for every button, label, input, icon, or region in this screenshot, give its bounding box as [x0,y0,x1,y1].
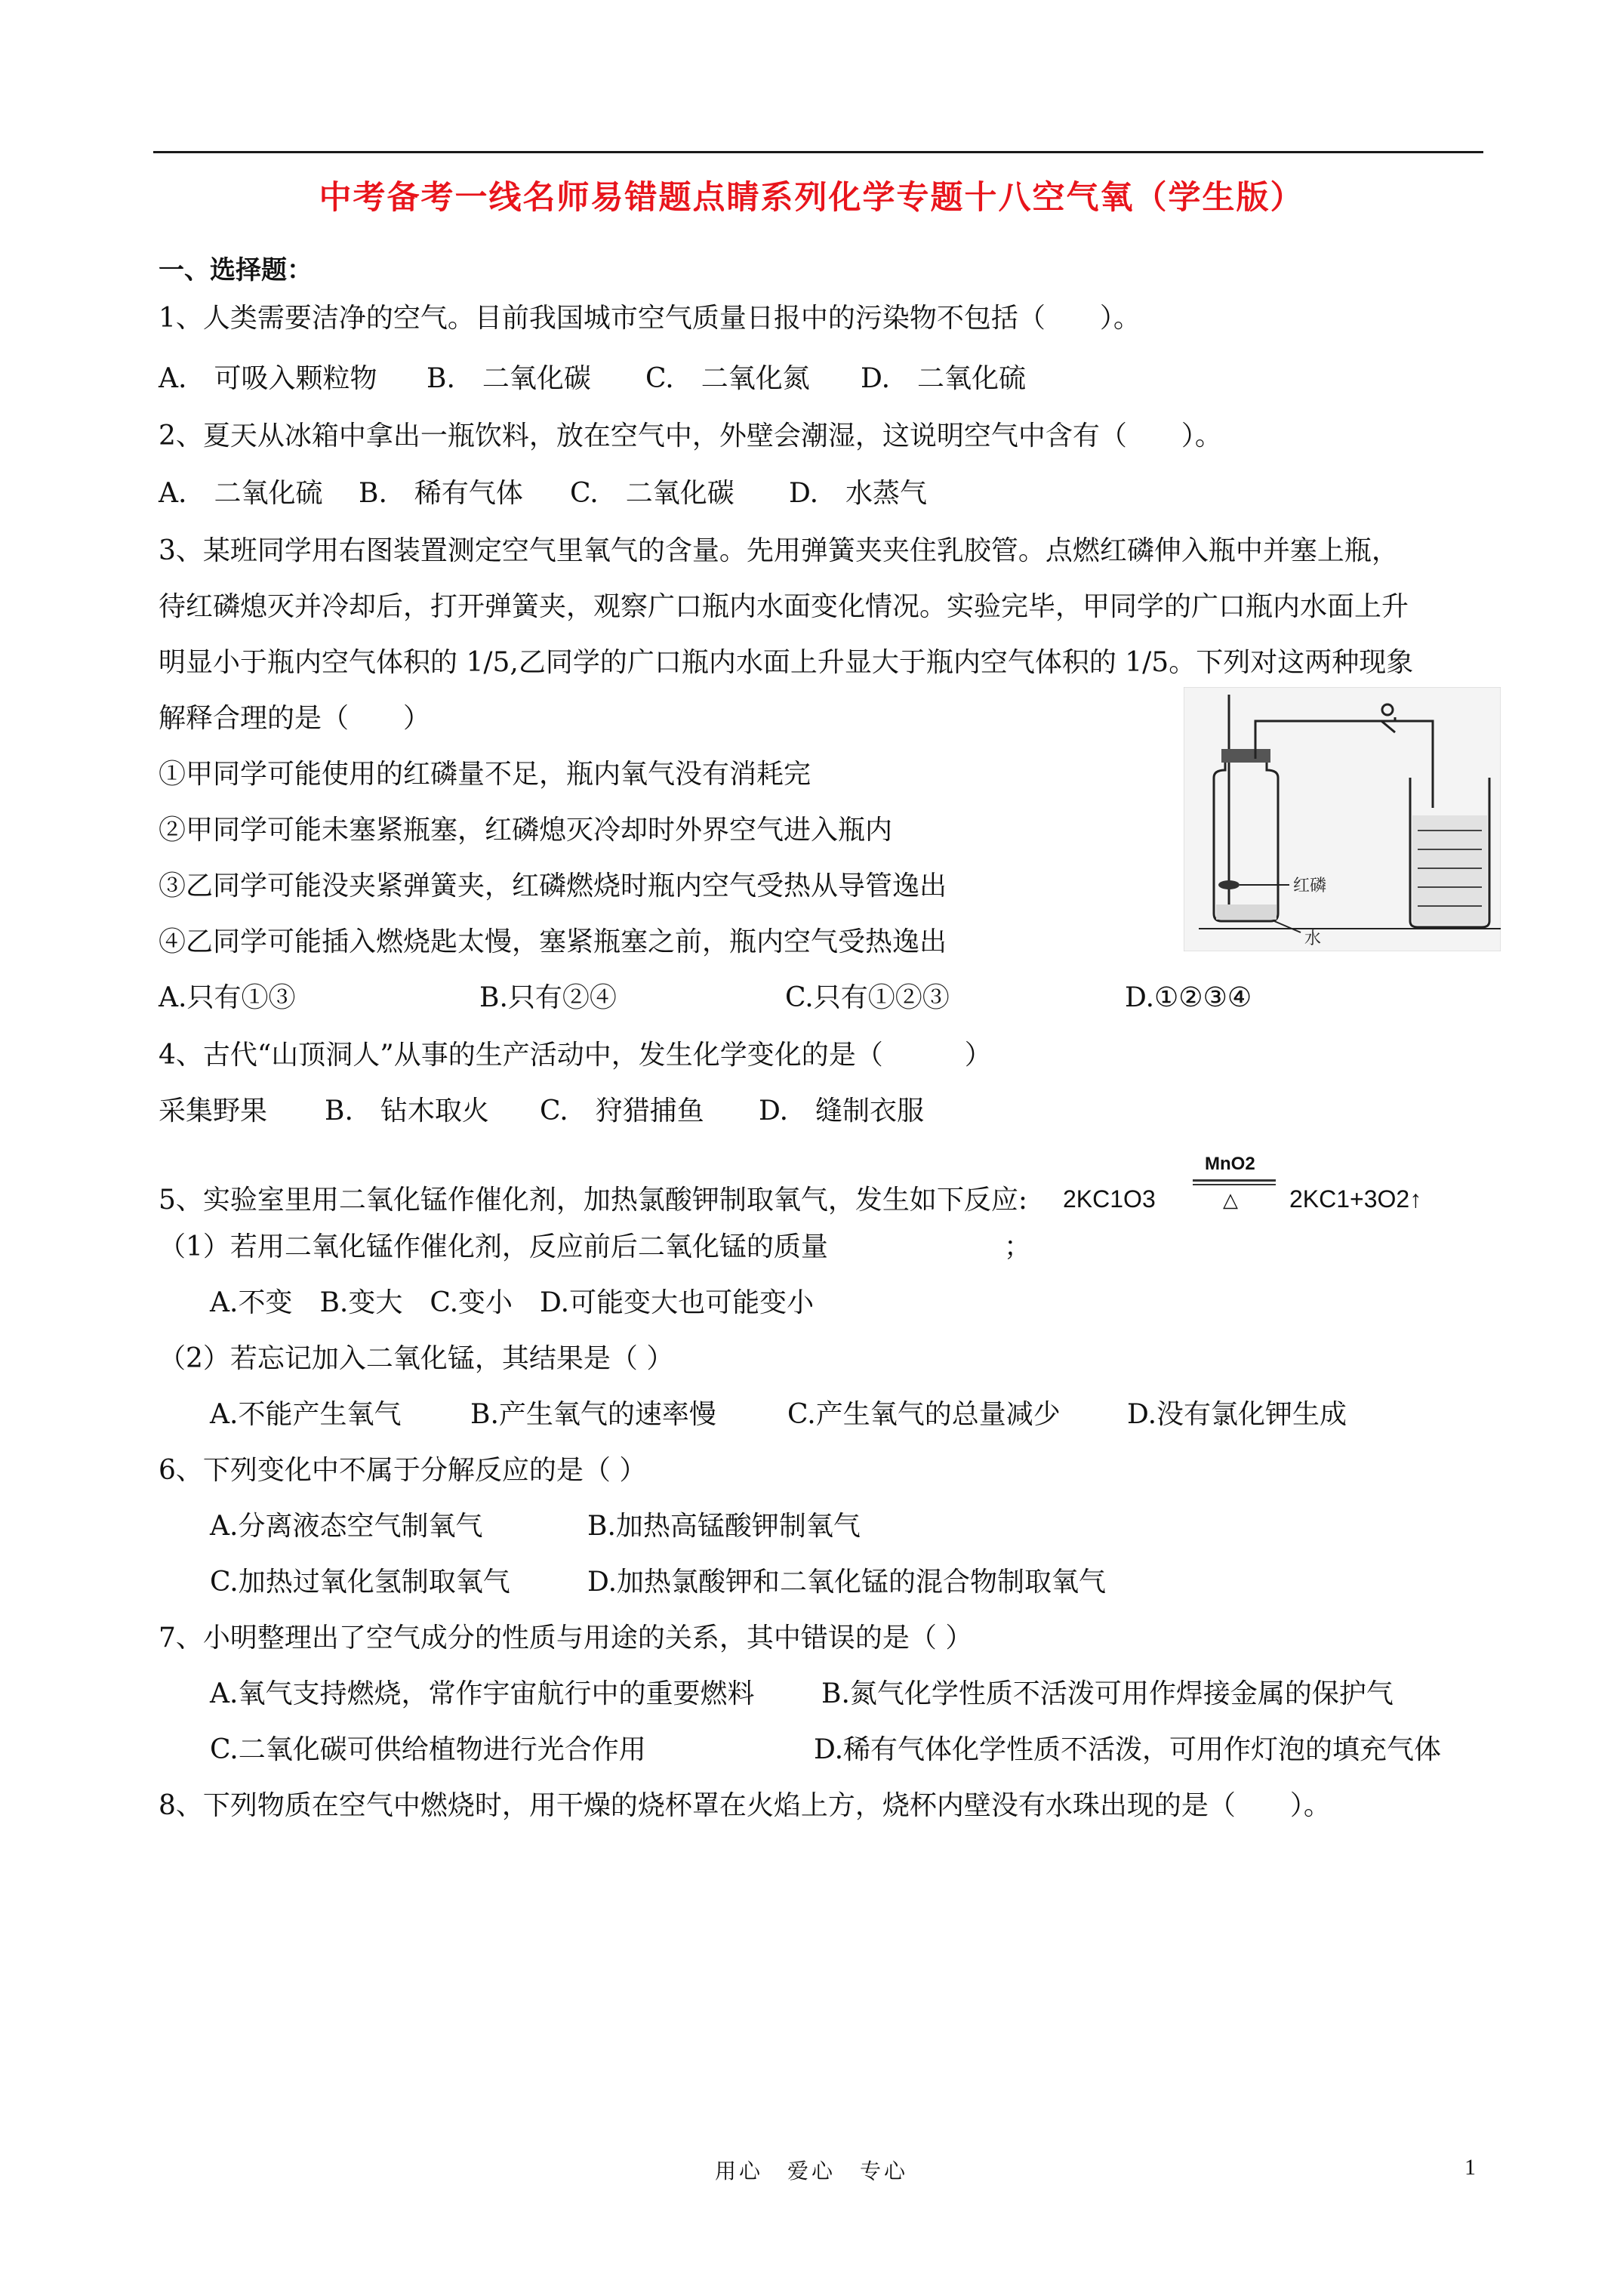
q2-option-d: D. 水蒸气 [789,478,928,509]
reaction-catalyst: MnO2 [1205,1154,1255,1174]
q6-option-b: B.加热高锰酸钾制氧气 [587,1511,861,1542]
q1-option-d: D. 二氧化硫 [861,363,1027,394]
beaker-water [1412,815,1487,925]
section-heading: 一、选择题： [159,255,313,285]
q5-2-option-c: C.产生氧气的总量减少 [787,1399,1061,1430]
q7-option-b: B.氮气化学性质不活泼可用作焊接金属的保护气 [821,1678,1394,1709]
q3-option-d: D.①②③④ [1125,982,1252,1013]
q1-option-c: C. 二氧化氮 [645,363,810,394]
red-phosphorus-spoon [1218,880,1240,889]
q2-option-a: A. 二氧化硫 [159,478,323,509]
q3-option-b: B.只有②④ [479,982,617,1013]
reaction-arrow-line-2 [1193,1184,1276,1185]
q7-option-d: D.稀有气体化学性质不活泼，可用作灯泡的填充气体 [814,1734,1442,1765]
question-6-stem: 6、下列变化中不属于分解反应的是（ ） [159,1455,647,1486]
question-3-stem-line-4: 解释合理的是（ ） [159,703,431,734]
question-2-stem: 2、夏天从冰箱中拿出一瓶饮料，放在空气中，外壁会潮湿，这说明空气中含有（ ）。 [159,421,1222,451]
question-8-stem: 8、下列物质在空气中燃烧时，用干燥的烧杯罩在火焰上方，烧杯内壁没有水珠出现的是（ ）。 [159,1790,1331,1821]
q4-option-c: C. 狩猎捕鱼 [540,1096,704,1126]
bottle-stopper [1221,749,1270,763]
page-number: 1 [1464,2155,1476,2180]
question-5-sub2: （2）若忘记加入二氧化锰，其结果是（ ） [159,1343,674,1374]
q1-option-b: B. 二氧化碳 [427,363,591,394]
oxygen-measurement-apparatus-figure [1184,687,1501,951]
q3-statement-2: ②甲同学可能未塞紧瓶塞，红磷熄灭冷却时外界空气进入瓶内 [159,815,893,846]
q4-option-a: 采集野果 [159,1096,268,1126]
question-5-sub1: （1）若用二氧化锰作催化剂，反应前后二氧化锰的质量 [159,1231,828,1262]
q4-option-d: D. 缝制衣服 [759,1096,925,1126]
q4-option-b: B. 钻木取火 [325,1096,489,1126]
water-label: 水 [1304,929,1322,948]
q6-option-d: D.加热氯酸钾和二氧化锰的混合物制取氧气 [587,1567,1107,1598]
q2-option-c: C. 二氧化碳 [570,478,735,509]
q5-2-option-b: B.产生氧气的速率慢 [470,1399,716,1430]
q3-option-a: A.只有①③ [159,982,296,1013]
question-5-sub1-options: A.不变 B.变大 C.变小 D.可能变大也可能变小 [210,1287,815,1318]
question-5-sub1-end: ； [1004,1231,1032,1262]
question-3-stem-line-1: 3、某班同学用右图装置测定空气里氧气的含量。先用弹簧夹夹住乳胶管。点燃红磷伸入瓶中并塞上瓶， [159,535,1399,566]
q3-option-c: C.只有①②③ [785,982,950,1013]
reaction-arrow-line [1193,1179,1276,1182]
q3-statement-1: ①甲同学可能使用的红磷量不足，瓶内氧气没有消耗完 [159,759,812,790]
question-4-stem: 4、古代“山顶洞人”从事的生产活动中，发生化学变化的是（ ） [159,1040,992,1071]
q2-option-b: B. 稀有气体 [359,478,523,509]
question-3-stem-line-3: 明显小于瓶内空气体积的 1/5,乙同学的广口瓶内水面上升显大于瓶内空气体积的 1/5。下列对这两种现象 [159,647,1414,678]
question-7-stem: 7、小明整理出了空气成分的性质与用途的关系，其中错误的是（ ） [159,1623,973,1653]
question-5-stem: 5、实验室里用二氧化锰作催化剂，加热氯酸钾制取氧气，发生如下反应: [159,1185,1028,1216]
q7-option-a: A.氧气支持燃烧，常作宇宙航行中的重要燃料 [210,1678,755,1709]
q7-option-c: C.二氧化碳可供给植物进行光合作用 [210,1734,646,1765]
q3-statement-4: ④乙同学可能插入燃烧匙太慢，塞紧瓶塞之前，瓶内空气受热逸出 [159,926,947,957]
reaction-reactant: 2KC1O3 [1063,1185,1156,1213]
reaction-product: 2KC1+3O2↑ [1289,1185,1422,1213]
bottle-water [1216,905,1277,920]
q3-statement-3: ③乙同学可能没夹紧弹簧夹，红磷燃烧时瓶内空气受热从导管逸出 [159,871,947,901]
q5-2-option-a: A.不能产生氧气 [210,1399,402,1430]
q1-option-a: A. 可吸入颗粒物 [159,363,377,394]
q6-option-c: C.加热过氧化氢制取氧气 [210,1567,510,1598]
question-3-stem-line-2: 待红磷熄灭并冷却后，打开弹簧夹，观察广口瓶内水面变化情况。实验完毕，甲同学的广口瓶内水面上升 [159,591,1409,622]
document-title: 中考备考一线名师易错题点睛系列化学专题十八空气氧（学生版） [319,179,1304,217]
footer-motto: 用心 爱心 专心 [714,2159,908,2184]
q6-option-a: A.分离液态空气制氧气 [210,1511,483,1542]
header-rule [153,151,1483,153]
red-phosphorus-label: 红磷 [1293,877,1327,895]
reaction-heat-symbol: △ [1223,1188,1238,1211]
q5-2-option-d: D.没有氯化钾生成 [1127,1399,1347,1430]
question-1-stem: 1、人类需要洁净的空气。目前我国城市空气质量日报中的污染物不包括（ ）。 [159,303,1141,334]
